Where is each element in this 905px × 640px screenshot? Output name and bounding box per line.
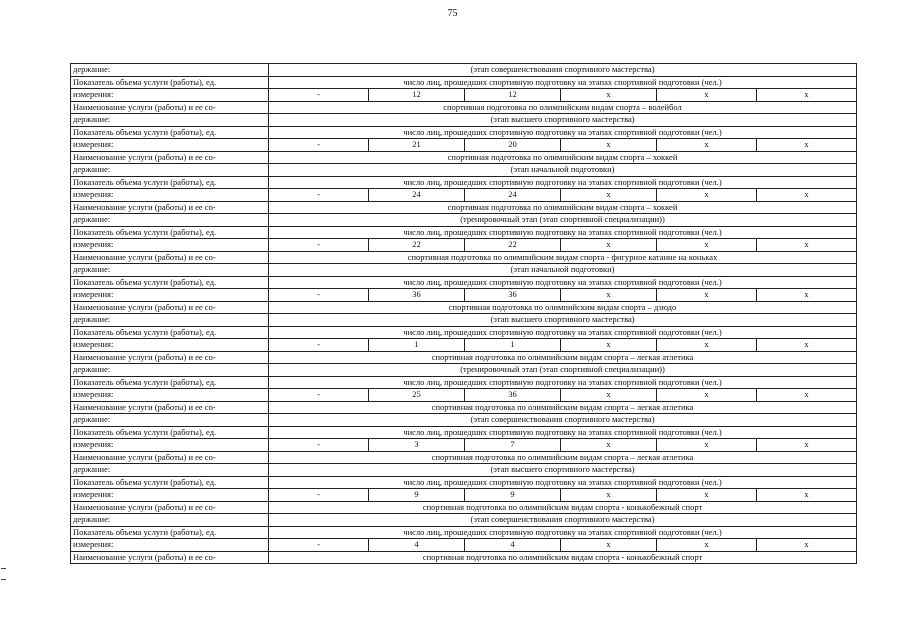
- table-row: [71, 351, 857, 364]
- stage-text: (этап совершенствования спортивного мастерства): [269, 514, 857, 527]
- service-name-label: Наименование услуги (работы) и ее со-: [71, 351, 269, 364]
- margin-mark: [1, 579, 6, 580]
- value-cell: x: [757, 489, 857, 502]
- indicator-label: Показатель объема услуги (работы), ед.: [71, 526, 269, 539]
- value-cell: -: [269, 339, 369, 352]
- table-row: [71, 239, 857, 252]
- value-cell: x: [657, 289, 757, 302]
- table-row: [71, 176, 857, 189]
- value-cell: x: [561, 139, 657, 152]
- indicator-label: измерения:: [71, 389, 269, 402]
- service-name-text: спортивная подготовка по олимпийским видам спорта – хоккей: [269, 201, 857, 214]
- service-name-label: Наименование услуги (работы) и ее со-: [71, 301, 269, 314]
- table-row: [71, 301, 857, 314]
- indicator-text: число лиц, прошедших спортивную подготовку на этапах спортивной подготовки (чел.): [269, 176, 857, 189]
- table-row: [71, 501, 857, 514]
- value-cell: x: [757, 339, 857, 352]
- table-row: [71, 389, 857, 402]
- value-cell: x: [657, 489, 757, 502]
- table-row: [71, 139, 857, 152]
- table-row: [71, 451, 857, 464]
- services-table: [70, 63, 857, 564]
- service-name-text: спортивная подготовка по олимпийским видам спорта - фигурное катание на коньках: [269, 251, 857, 264]
- value-cell: 9: [369, 489, 465, 502]
- indicator-label: Показатель объема услуги (работы), ед.: [71, 126, 269, 139]
- table-row: [71, 426, 857, 439]
- indicator-label: Показатель объема услуги (работы), ед.: [71, 76, 269, 89]
- table-row: [71, 89, 857, 102]
- value-cell: -: [269, 489, 369, 502]
- value-cell: x: [561, 489, 657, 502]
- value-cell: 22: [465, 239, 561, 252]
- stage-text: (тренировочный этап (этап спортивной специализации)): [269, 214, 857, 227]
- indicator-label: измерения:: [71, 239, 269, 252]
- indicator-label: Показатель объема услуги (работы), ед.: [71, 426, 269, 439]
- table-row: [71, 401, 857, 414]
- service-name-text: спортивная подготовка по олимпийским видам спорта - конькобежный спорт: [269, 551, 857, 564]
- value-cell: x: [657, 189, 757, 202]
- table-row: [71, 539, 857, 552]
- value-cell: x: [757, 289, 857, 302]
- value-cell: 36: [465, 289, 561, 302]
- table-row: [71, 414, 857, 427]
- indicator-text: число лиц, прошедших спортивную подготовку на этапах спортивной подготовки (чел.): [269, 226, 857, 239]
- indicator-label: Показатель объема услуги (работы), ед.: [71, 226, 269, 239]
- table-row: [71, 214, 857, 227]
- service-name-text: спортивная подготовка по олимпийским видам спорта – дзюдо: [269, 301, 857, 314]
- value-cell: x: [561, 289, 657, 302]
- service-name-label: держание:: [71, 264, 269, 277]
- indicator-text: число лиц, прошедших спортивную подготовку на этапах спортивной подготовки (чел.): [269, 76, 857, 89]
- indicator-label: измерения:: [71, 289, 269, 302]
- value-cell: 21: [369, 139, 465, 152]
- stage-text: (тренировочный этап (этап спортивной специализации)): [269, 364, 857, 377]
- value-cell: 4: [465, 539, 561, 552]
- indicator-text: число лиц, прошедших спортивную подготовку на этапах спортивной подготовки (чел.): [269, 426, 857, 439]
- service-name-label: держание:: [71, 414, 269, 427]
- table-row: [71, 376, 857, 389]
- service-name-label: держание:: [71, 314, 269, 327]
- indicator-label: Показатель объема услуги (работы), ед.: [71, 326, 269, 339]
- stage-text: (этап начальной подготовки): [269, 164, 857, 177]
- value-cell: 4: [369, 539, 465, 552]
- service-name-label: Наименование услуги (работы) и ее со-: [71, 201, 269, 214]
- value-cell: x: [757, 389, 857, 402]
- page-number: 75: [447, 8, 458, 19]
- table-row: [71, 226, 857, 239]
- margin-mark: [1, 568, 6, 569]
- value-cell: x: [757, 239, 857, 252]
- table-row: [71, 439, 857, 452]
- table-row: [71, 151, 857, 164]
- value-cell: x: [757, 189, 857, 202]
- value-cell: 9: [465, 489, 561, 502]
- value-cell: -: [269, 139, 369, 152]
- indicator-label: измерения:: [71, 139, 269, 152]
- service-name-label: держание:: [71, 114, 269, 127]
- table-row: [71, 64, 857, 77]
- value-cell: x: [561, 439, 657, 452]
- service-name-label: Наименование услуги (работы) и ее со-: [71, 451, 269, 464]
- service-name-label: Наименование услуги (работы) и ее со-: [71, 251, 269, 264]
- value-cell: x: [561, 89, 657, 102]
- table-row: [71, 201, 857, 214]
- table-row: [71, 289, 857, 302]
- value-cell: -: [269, 439, 369, 452]
- indicator-label: Показатель объема услуги (работы), ед.: [71, 176, 269, 189]
- indicator-label: Показатель объема услуги (работы), ед.: [71, 476, 269, 489]
- table-row: [71, 76, 857, 89]
- indicator-label: измерения:: [71, 189, 269, 202]
- table-row: [71, 339, 857, 352]
- table-row: [71, 464, 857, 477]
- table-row: [71, 476, 857, 489]
- stage-text: (этап высшего спортивного мастерства): [269, 114, 857, 127]
- indicator-label: Показатель объема услуги (работы), ед.: [71, 376, 269, 389]
- indicator-label: измерения:: [71, 339, 269, 352]
- value-cell: x: [657, 139, 757, 152]
- table-row: [71, 551, 857, 564]
- service-name-label: Наименование услуги (работы) и ее со-: [71, 401, 269, 414]
- indicator-text: число лиц, прошедших спортивную подготовку на этапах спортивной подготовки (чел.): [269, 126, 857, 139]
- service-name-label: держание:: [71, 514, 269, 527]
- value-cell: 12: [369, 89, 465, 102]
- service-name-label: Наименование услуги (работы) и ее со-: [71, 501, 269, 514]
- value-cell: 24: [465, 189, 561, 202]
- value-cell: x: [657, 89, 757, 102]
- service-name-label: Наименование услуги (работы) и ее со-: [71, 151, 269, 164]
- service-name-label: держание:: [71, 164, 269, 177]
- service-name-text: спортивная подготовка по олимпийским видам спорта – хоккей: [269, 151, 857, 164]
- value-cell: -: [269, 289, 369, 302]
- table-row: [71, 101, 857, 114]
- value-cell: x: [757, 439, 857, 452]
- value-cell: -: [269, 189, 369, 202]
- value-cell: -: [269, 389, 369, 402]
- value-cell: x: [757, 539, 857, 552]
- value-cell: 22: [369, 239, 465, 252]
- table-row: [71, 364, 857, 377]
- value-cell: 12: [465, 89, 561, 102]
- stage-text: (этап высшего спортивного мастерства): [269, 314, 857, 327]
- table-row: [71, 264, 857, 277]
- indicator-label: измерения:: [71, 539, 269, 552]
- service-name-text: спортивная подготовка по олимпийским видам спорта – волейбол: [269, 101, 857, 114]
- indicator-text: число лиц, прошедших спортивную подготовку на этапах спортивной подготовки (чел.): [269, 476, 857, 489]
- services-table-body: [71, 64, 857, 564]
- table-row: [71, 251, 857, 264]
- value-cell: 25: [369, 389, 465, 402]
- value-cell: x: [561, 189, 657, 202]
- service-name-text: спортивная подготовка по олимпийским видам спорта - конькобежный спорт: [269, 501, 857, 514]
- value-cell: 36: [465, 389, 561, 402]
- value-cell: x: [561, 339, 657, 352]
- value-cell: 7: [465, 439, 561, 452]
- value-cell: x: [757, 139, 857, 152]
- service-name-label: держание:: [71, 214, 269, 227]
- indicator-label: измерения:: [71, 89, 269, 102]
- value-cell: x: [561, 539, 657, 552]
- indicator-label: измерения:: [71, 439, 269, 452]
- value-cell: x: [657, 339, 757, 352]
- table-row: [71, 514, 857, 527]
- row-label: держание:: [71, 64, 269, 77]
- service-name-label: держание:: [71, 464, 269, 477]
- service-name-label: держание:: [71, 364, 269, 377]
- service-name-text: спортивная подготовка по олимпийским видам спорта – легкая атлетика: [269, 451, 857, 464]
- table-row: [71, 164, 857, 177]
- value-cell: x: [757, 89, 857, 102]
- table-row: [71, 276, 857, 289]
- table-row: [71, 126, 857, 139]
- value-cell: 24: [369, 189, 465, 202]
- stage-text: (этап высшего спортивного мастерства): [269, 464, 857, 477]
- table-row: [71, 526, 857, 539]
- table-row: [71, 114, 857, 127]
- indicator-label: измерения:: [71, 489, 269, 502]
- value-cell: x: [657, 389, 757, 402]
- indicator-text: число лиц, прошедших спортивную подготовку на этапах спортивной подготовки (чел.): [269, 276, 857, 289]
- value-cell: x: [657, 539, 757, 552]
- value-cell: 1: [369, 339, 465, 352]
- value-cell: x: [657, 239, 757, 252]
- value-cell: 36: [369, 289, 465, 302]
- value-cell: -: [269, 539, 369, 552]
- indicator-label: Показатель объема услуги (работы), ед.: [71, 276, 269, 289]
- indicator-text: число лиц, прошедших спортивную подготовку на этапах спортивной подготовки (чел.): [269, 526, 857, 539]
- value-cell: -: [269, 239, 369, 252]
- service-name-label: Наименование услуги (работы) и ее со-: [71, 551, 269, 564]
- table-row: [71, 314, 857, 327]
- value-cell: 20: [465, 139, 561, 152]
- stage-text: (этап совершенствования спортивного мастерства): [269, 414, 857, 427]
- stage-text: (этап начальной подготовки): [269, 264, 857, 277]
- value-cell: 3: [369, 439, 465, 452]
- indicator-text: число лиц, прошедших спортивную подготовку на этапах спортивной подготовки (чел.): [269, 376, 857, 389]
- table-row: [71, 189, 857, 202]
- service-name-text: спортивная подготовка по олимпийским видам спорта – легкая атлетика: [269, 351, 857, 364]
- stage-text: (этап совершенствования спортивного мастерства): [269, 64, 857, 77]
- value-cell: -: [269, 89, 369, 102]
- value-cell: 1: [465, 339, 561, 352]
- table-row: [71, 489, 857, 502]
- service-name-label: Наименование услуги (работы) и ее со-: [71, 101, 269, 114]
- value-cell: x: [561, 239, 657, 252]
- value-cell: x: [561, 389, 657, 402]
- table-row: [71, 326, 857, 339]
- value-cell: x: [657, 439, 757, 452]
- indicator-text: число лиц, прошедших спортивную подготовку на этапах спортивной подготовки (чел.): [269, 326, 857, 339]
- service-name-text: спортивная подготовка по олимпийским видам спорта – легкая атлетика: [269, 401, 857, 414]
